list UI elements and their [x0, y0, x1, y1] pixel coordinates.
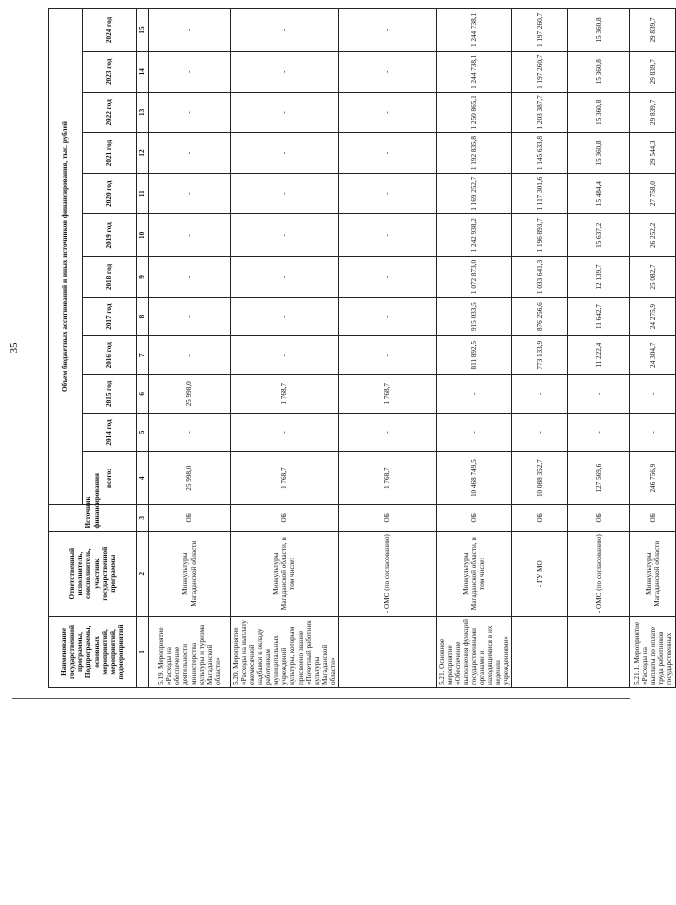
cell-source: ОБ: [512, 505, 568, 531]
cell-value: 1 768,7: [338, 452, 436, 505]
cell-value: 1 197 260,7: [512, 51, 568, 92]
cell-value: 10 088 352,7: [512, 452, 568, 505]
cell-value: -: [149, 173, 231, 214]
cell-value: -: [338, 173, 436, 214]
cell-value: -: [149, 413, 231, 452]
cell-value: -: [338, 214, 436, 257]
cell-source: ОБ: [568, 505, 630, 531]
table-row: [630, 9, 676, 688]
table-row: [149, 9, 231, 688]
cell-source: ОБ: [231, 505, 339, 531]
cell-value: -: [338, 413, 436, 452]
cell-value: 127 569,6: [568, 452, 630, 505]
cell-value: -: [231, 214, 339, 257]
cell-value: -: [149, 9, 231, 52]
cell-value: 1 192 835,8: [436, 133, 512, 174]
cell-value: -: [231, 9, 339, 52]
cell-value: 1 250 865,1: [436, 92, 512, 133]
header-year: 2014 год: [83, 413, 137, 452]
cell-name: [568, 616, 630, 687]
cell-value: 25 998,0: [149, 375, 231, 414]
header-year: 2020 год: [83, 173, 137, 214]
cell-value: -: [338, 297, 436, 336]
cell-value: 1 768,7: [231, 452, 339, 505]
cell-executor: Минкультуры Магаданской области, в том числе:: [436, 531, 512, 616]
cell-value: 12 139,7: [568, 257, 630, 298]
header-executor: Ответственный исполнитель, соисполнитель, участник государственной программы: [49, 531, 137, 616]
cell-value: 1 033 641,3: [512, 257, 568, 298]
cell-value: -: [231, 336, 339, 375]
cell-source: ОБ: [338, 505, 436, 531]
cell-value: 1 196 893,7: [512, 214, 568, 257]
cell-value: -: [436, 375, 512, 414]
cell-value: 1 242 938,2: [436, 214, 512, 257]
cell-value: -: [231, 257, 339, 298]
cell-value: -: [149, 257, 231, 298]
cell-value: -: [149, 133, 231, 174]
cell-source: ОБ: [630, 505, 676, 531]
column-index: 13: [137, 92, 149, 133]
cell-value: -: [436, 413, 512, 452]
header-year: 2016 год: [83, 336, 137, 375]
cell-value: 15 360,8: [568, 92, 630, 133]
cell-value: -: [149, 336, 231, 375]
cell-value: 1 117 301,6: [512, 173, 568, 214]
cell-value: 773 133,9: [512, 336, 568, 375]
cell-executor: - ОМС (по согласованию): [568, 531, 630, 616]
cell-value: -: [338, 257, 436, 298]
column-index: 9: [137, 257, 149, 298]
cell-value: 15 637,2: [568, 214, 630, 257]
column-index: 8: [137, 297, 149, 336]
header-name: Наименование государственной программы, Подпрограммы, основных мероприятий, мероприятий, подмероприятий: [49, 616, 137, 687]
cell-value: 1 768,7: [338, 375, 436, 414]
cell-value: 1 244 738,1: [436, 9, 512, 52]
header-year: 2024 год: [83, 9, 137, 52]
cell-value: 1 072 873,0: [436, 257, 512, 298]
cell-value: 1 244 738,1: [436, 51, 512, 92]
cell-value: 11 642,7: [568, 297, 630, 336]
header-year: 2022 год: [83, 92, 137, 133]
cell-value: -: [149, 297, 231, 336]
column-index: 14: [137, 51, 149, 92]
cell-value: 1 768,7: [231, 375, 339, 414]
header-year: 2023 год: [83, 51, 137, 92]
cell-value: 15 484,4: [568, 173, 630, 214]
cell-executor: Минкультуры Магаданской области: [630, 531, 676, 616]
page-number: 35: [8, 342, 20, 354]
cell-value: 24 304,7: [630, 336, 676, 375]
budget-table: [48, 8, 676, 688]
column-index: 3: [137, 505, 149, 531]
column-index: 7: [137, 336, 149, 375]
cell-value: 246 756,9: [630, 452, 676, 505]
cell-value: -: [231, 297, 339, 336]
header-year: 2018 год: [83, 257, 137, 298]
cell-name: 5.20. Мероприятие «Расходы на выплату ежемесячной надбавки к окладу работникам муниципальных учреждений культуры, которым присвоено звание «Почетный работник культуры Магаданской области»: [231, 616, 339, 687]
cell-value: 25 998,0: [149, 452, 231, 505]
cell-value: -: [231, 173, 339, 214]
cell-source: ОБ: [436, 505, 512, 531]
cell-value: -: [630, 413, 676, 452]
cell-value: -: [338, 51, 436, 92]
rotated-page: [8, 8, 673, 688]
cell-value: 15 360,8: [568, 51, 630, 92]
header-volume: Объем бюджетных ассигнований и иных источников финансирования, тыс. рублей: [49, 9, 83, 505]
cell-value: 29 839,7: [630, 9, 676, 52]
column-index: 5: [137, 413, 149, 452]
cell-value: 1 145 633,8: [512, 133, 568, 174]
cell-value: 15 360,8: [568, 133, 630, 174]
header-year: 2021 год: [83, 133, 137, 174]
header-source: Источник финансирования: [49, 505, 137, 531]
cell-value: 29 839,7: [630, 51, 676, 92]
cell-executor: Минкультуры Магаданской области, в том числе:: [231, 531, 339, 616]
cell-value: -: [231, 92, 339, 133]
cell-value: -: [338, 336, 436, 375]
cell-value: -: [338, 9, 436, 52]
cell-name: 5.19. Мероприятие «Расходы на обеспечение деятельности министерства культуры и туризма Магаданской области»: [149, 616, 231, 687]
cell-value: -: [338, 133, 436, 174]
cell-value: -: [568, 375, 630, 414]
cell-value: 25 082,7: [630, 257, 676, 298]
cell-value: -: [568, 413, 630, 452]
cell-value: -: [231, 413, 339, 452]
cell-value: 10 468 749,5: [436, 452, 512, 505]
column-index: 1: [137, 616, 149, 687]
cell-value: 1 203 387,7: [512, 92, 568, 133]
cell-name: 5.21.1. Мероприятие «Расходы на выплаты по оплате труда работников государственных: [630, 616, 676, 687]
cell-value: 15 360,8: [568, 9, 630, 52]
cell-value: -: [630, 375, 676, 414]
header-total: всего:: [83, 452, 137, 505]
cell-value: 915 033,5: [436, 297, 512, 336]
cell-value: -: [149, 92, 231, 133]
table-row: [568, 9, 630, 688]
cell-value: 811 892,5: [436, 336, 512, 375]
cell-value: -: [512, 375, 568, 414]
header-year: 2019 год: [83, 214, 137, 257]
cell-value: -: [149, 51, 231, 92]
cell-executor: - ГУ МО: [512, 531, 568, 616]
table-row: [436, 9, 512, 688]
header-year: 2017 год: [83, 297, 137, 336]
page-rule: [12, 698, 630, 699]
cell-value: 876 256,6: [512, 297, 568, 336]
header-year: 2015 год: [83, 375, 137, 414]
cell-value: -: [338, 92, 436, 133]
table-row: [512, 9, 568, 688]
cell-value: 26 252,2: [630, 214, 676, 257]
cell-value: 1 169 252,7: [436, 173, 512, 214]
column-index: 6: [137, 375, 149, 414]
cell-value: 29 839,7: [630, 92, 676, 133]
column-index: 15: [137, 9, 149, 52]
cell-source: ОБ: [149, 505, 231, 531]
cell-value: 11 222,4: [568, 336, 630, 375]
cell-executor: - ОМС (по согласованию): [338, 531, 436, 616]
cell-name: [512, 616, 568, 687]
column-index: 10: [137, 214, 149, 257]
cell-executor: Минкультуры Магаданской области: [149, 531, 231, 616]
cell-value: 29 544,3: [630, 133, 676, 174]
table-row: [231, 9, 339, 688]
cell-value: 27 758,0: [630, 173, 676, 214]
column-index: 4: [137, 452, 149, 505]
column-index: 12: [137, 133, 149, 174]
cell-value: -: [231, 133, 339, 174]
column-index: 2: [137, 531, 149, 616]
cell-value: 1 197 260,7: [512, 9, 568, 52]
column-index: 11: [137, 173, 149, 214]
cell-name: 5.21. Основное мероприятие «Обеспечение выполнения функций государственными органами и находящимися в их ведении учреждениями»: [436, 616, 512, 687]
cell-value: -: [512, 413, 568, 452]
cell-name: [338, 616, 436, 687]
table-row: [338, 9, 436, 688]
cell-value: 24 275,9: [630, 297, 676, 336]
cell-value: -: [231, 51, 339, 92]
cell-value: -: [149, 214, 231, 257]
